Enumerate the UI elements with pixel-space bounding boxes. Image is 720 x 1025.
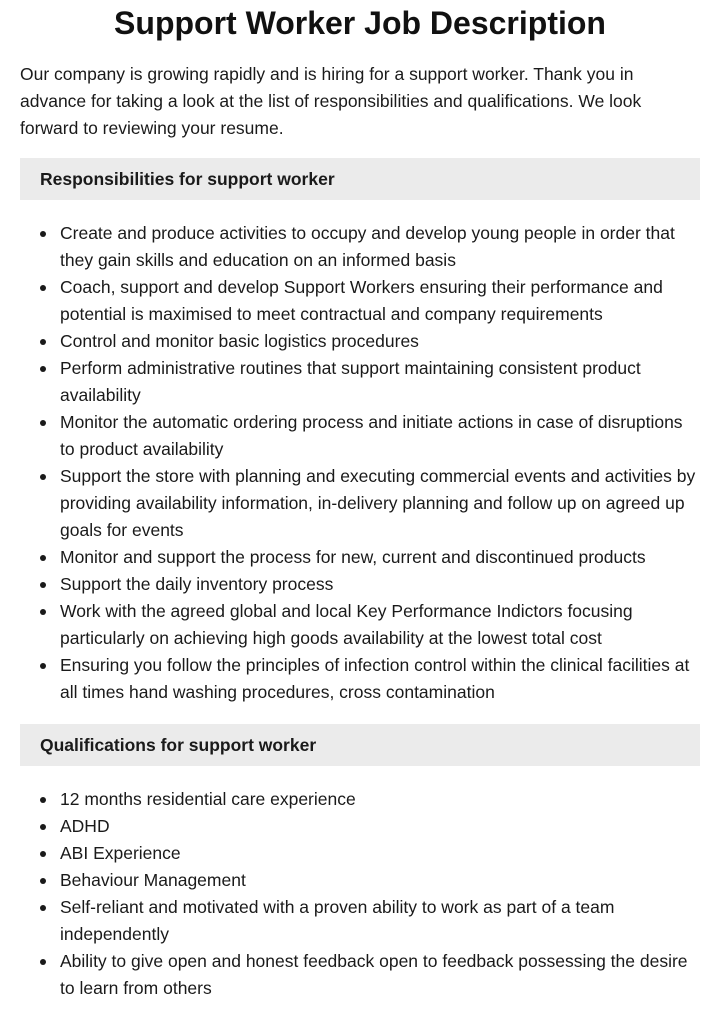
list-item — [60, 355, 700, 409]
list-item — [60, 463, 700, 544]
bullet-icon — [40, 339, 46, 345]
list-item — [60, 274, 700, 328]
bullet-icon — [40, 555, 46, 561]
bullet-icon — [40, 824, 46, 830]
list-item — [60, 948, 700, 1002]
list-item-text: Support the store with planning and executing commercial events and activities by providing availability information, in-delivery planning and follow up on agreed up goals for events — [60, 466, 696, 540]
bullet-icon — [40, 851, 46, 857]
bullet-icon — [40, 797, 46, 803]
bullet-icon — [40, 905, 46, 911]
bullet-icon — [40, 420, 46, 426]
list-item-text: Monitor the automatic ordering process and initiate actions in case of disruptions to product availability — [60, 412, 683, 459]
list-item-text: Coach, support and develop Support Workers ensuring their performance and potential is maximised to meet contractual and company requirements — [60, 277, 663, 324]
bullet-icon — [40, 231, 46, 237]
page-title: Support Worker Job Description — [114, 5, 606, 41]
list-item — [60, 598, 700, 652]
list-item-text: Monitor and support the process for new, current and discontinued products — [60, 547, 646, 567]
list-item-text: Ensuring you follow the principles of infection control within the clinical facilities at all times hand washing procedures, cross contamination — [60, 655, 690, 702]
list-item-text: Ability to give open and honest feedback open to feedback possessing the desire to learn from others — [60, 951, 688, 998]
list-item — [60, 220, 700, 274]
list-item — [60, 813, 700, 840]
intro-paragraph: Our company is growing rapidly and is hiring for a support worker. Thank you in advance for taking a look at the list of responsibilities and qualifications. We look forward to reviewing your resume. — [20, 64, 642, 138]
list-item-text: 12 months residential care experience — [60, 789, 356, 809]
responsibilities-heading: Responsibilities for support worker — [20, 158, 700, 200]
bullet-icon — [40, 474, 46, 480]
bullet-icon — [40, 285, 46, 291]
bullet-icon — [40, 609, 46, 615]
list-item-text: Behaviour Management — [60, 870, 246, 890]
list-item — [60, 786, 700, 813]
list-item-text: Create and produce activities to occupy and develop young people in order that they gain skills and education on an informed basis — [60, 223, 675, 270]
bullet-icon — [40, 366, 46, 372]
list-item — [60, 840, 700, 867]
list-item-text: ABI Experience — [60, 843, 181, 863]
list-item-text: Work with the agreed global and local Key Performance Indictors focusing particularly on achieving high goods availability at the lowest total cost — [60, 601, 633, 648]
list-item — [60, 328, 700, 355]
responsibilities-list — [20, 220, 700, 706]
list-item — [60, 894, 700, 948]
list-item — [60, 571, 700, 598]
bullet-icon — [40, 959, 46, 965]
list-item — [60, 652, 700, 706]
list-item — [60, 867, 700, 894]
list-item-text: Support the daily inventory process — [60, 574, 334, 594]
list-item-text: Perform administrative routines that support maintaining consistent product availability — [60, 358, 641, 405]
qualifications-heading: Qualifications for support worker — [20, 724, 700, 766]
bullet-icon — [40, 582, 46, 588]
qualifications-list — [20, 786, 700, 1002]
bullet-icon — [40, 878, 46, 884]
list-item-text: Self-reliant and motivated with a proven ability to work as part of a team independently — [60, 897, 615, 944]
list-item — [60, 544, 700, 571]
list-item — [60, 409, 700, 463]
bullet-icon — [40, 663, 46, 669]
list-item-text: ADHD — [60, 816, 110, 836]
list-item-text: Control and monitor basic logistics procedures — [60, 331, 419, 351]
